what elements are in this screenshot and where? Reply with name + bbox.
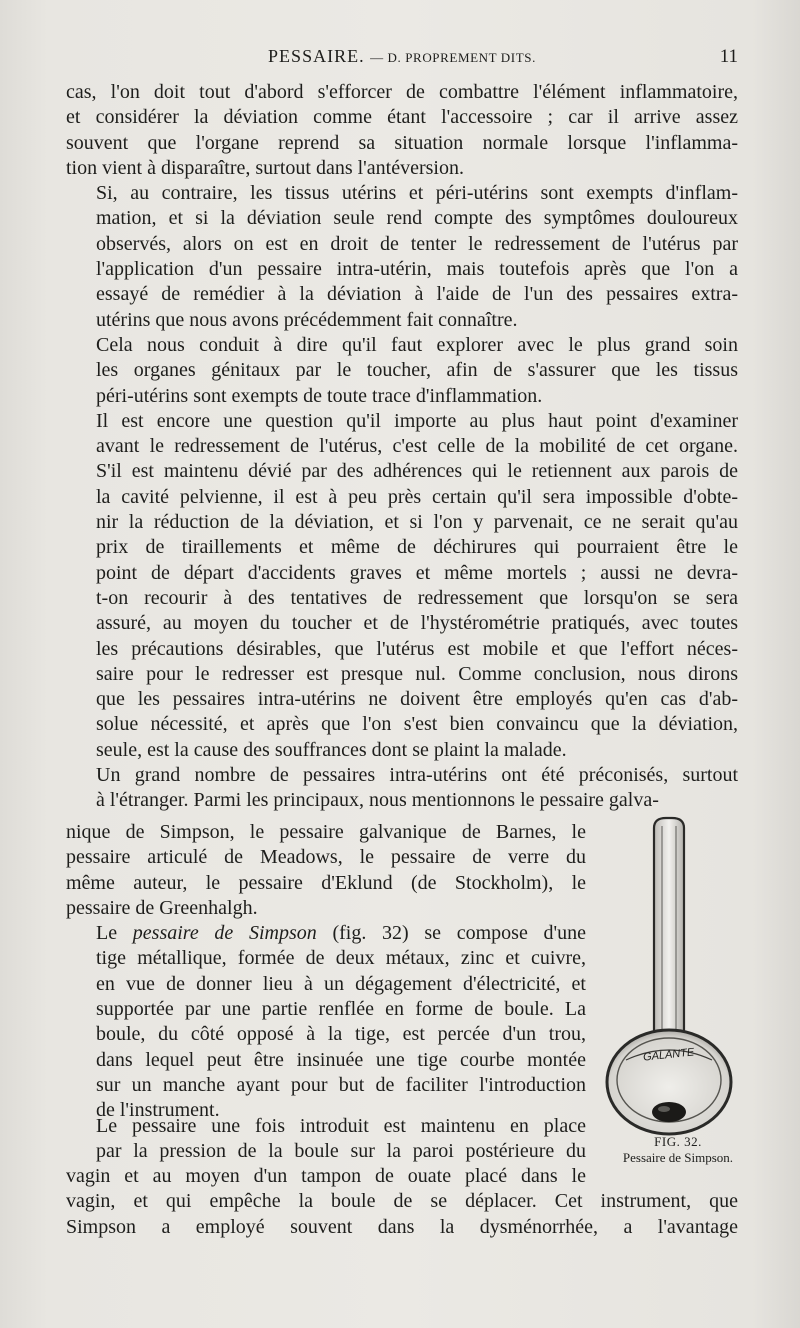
- body-text-narrow: [66, 820, 586, 1124]
- figure-title: Pessaire de Simpson.: [622, 1150, 734, 1165]
- text-line: observés, alors on est en droit de tenter le redressement de l'utérus par: [96, 232, 738, 255]
- paragraph: [66, 921, 586, 1123]
- paragraph: [66, 181, 738, 333]
- text-line: de l'instrument.: [96, 1099, 220, 1122]
- text-line: saire pour le redresser est presque nul. Comme conclusion, nous dirons: [96, 662, 738, 685]
- text-line: assuré, au moyen du toucher et de l'hystérométrie pratiqués, avec toutes: [96, 612, 738, 635]
- text-line: mation, et si la déviation seule rend compte des symptômes douloureux: [96, 207, 738, 230]
- italic-term: pessaire de Simpson: [132, 922, 317, 945]
- paragraph: [66, 409, 738, 763]
- figure-number: FIG. 32.: [654, 1134, 702, 1149]
- text-line: Le pessaire de Simpson (fig. 32) se compose d'une: [96, 922, 587, 945]
- text-line: les précautions désirables, que l'utérus est mobile et que l'effort néces-: [96, 637, 738, 660]
- text-line: tion vient à disparaître, surtout dans l'antéversion.: [66, 156, 464, 179]
- text-line: Le pessaire une fois introduit est maintenu en place: [96, 1115, 586, 1137]
- text-line: sur un manche ayant pour but de faciliter l'introduction: [96, 1073, 586, 1096]
- text-line: utérins que nous avons précédemment fait connaître.: [96, 308, 518, 331]
- body-text-top: [66, 80, 738, 814]
- text-line: prix de tiraillements et même de déchirures qui pourraient être le: [96, 536, 738, 559]
- text-line: et considérer la déviation comme étant l'accessoire ; car il arrive assez: [66, 106, 738, 129]
- paragraph: [66, 333, 738, 409]
- text-line: péri-utérins sont exempts de toute trace d'inflammation.: [96, 384, 543, 407]
- text-line: pessaire articulé de Meadows, le pessaire de verre du: [66, 846, 586, 869]
- text-line: par la pression de la boule sur la paroi postérieure du: [96, 1140, 586, 1163]
- text-line: vagin, et qui empêche la boule de se déplacer. Cet instrument, que: [66, 1190, 738, 1213]
- text-line: essayé de remédier à la déviation à l'aide de l'un des pessaires extra-: [96, 283, 738, 306]
- text-line: nique de Simpson, le pessaire galvanique de Barnes, le: [66, 821, 586, 843]
- running-title-main: PESSAIRE.: [268, 46, 365, 66]
- text-line: que les pessaires intra-utérins ne doivent être employés qu'en cas d'ab-: [96, 688, 738, 711]
- text-line: Simpson a employé souvent dans la dysménorrhée, a l'avantage: [66, 1215, 738, 1238]
- text-line: cas, l'on doit tout d'abord s'efforcer de combattre l'élément inflammatoire,: [66, 81, 738, 103]
- text-line: pessaire de Greenhalgh.: [66, 896, 258, 919]
- text-line: tige métallique, formée de deux métaux, zinc et cuivre,: [96, 947, 586, 970]
- text-line: point de départ d'accidents graves et même mortels ; aussi ne devra-: [96, 561, 738, 584]
- paragraph: [66, 1164, 738, 1240]
- text-line: boule, du côté opposé à la tige, est percée d'un trou,: [96, 1023, 586, 1046]
- text-line: Il est encore une question qu'il importe au plus haut point d'examiner: [96, 409, 738, 432]
- text-line: solue nécessité, et après que l'on s'est bien convaincu que la déviation,: [96, 713, 738, 736]
- figure-caption: [590, 1134, 766, 1166]
- text-line: dans lequel peut être insinuée une tige courbe montée: [96, 1048, 586, 1071]
- running-header: [66, 46, 738, 70]
- simpson-pessary-illustration: [596, 812, 746, 1152]
- text-line: nir la réduction de la déviation, et si l'on y parvenait, ce ne serait qu'au: [96, 511, 738, 534]
- text-line: seule, est la cause des souffrances dont se plaint la malade.: [96, 738, 567, 761]
- text-line: l'application d'un pessaire intra-utérin, mais toutefois après que l'on a: [96, 258, 738, 281]
- text-line: S'il est maintenu dévié par des adhérences qui le retiennent aux parois de: [96, 460, 738, 483]
- text-line: vagin et au moyen d'un tampon de ouate placé dans le: [66, 1165, 586, 1187]
- engraved-label: GALANTE: [642, 1046, 695, 1064]
- text-line: Cela nous conduit à dire qu'il faut explorer avec le plus grand soin: [96, 333, 738, 356]
- text-line: en vue de donner lieu à un dégagement d'électricité, et: [96, 972, 586, 995]
- text-line: t-on recourir à des tentatives de redressement que lorsqu'on se sera: [96, 586, 738, 609]
- running-title-sub: — D. PROPREMENT DITS.: [370, 50, 536, 65]
- text-line: à l'étranger. Parmi les principaux, nous mentionnons le pessaire galva-: [96, 789, 659, 812]
- body-text-bottom: [66, 1164, 738, 1240]
- text-line: souvent que l'organe reprend sa situation normale lorsque l'inflamma-: [66, 131, 738, 154]
- paragraph: [66, 1114, 586, 1165]
- text-line: la cavité pelvienne, il est à peu près certain qu'il sera impossible d'obte-: [96, 485, 738, 508]
- text-line: avant le redressement de l'utérus, c'est celle de la mobilité de cet organe.: [96, 435, 738, 458]
- page-number: 11: [719, 46, 738, 67]
- text-line: même auteur, le pessaire d'Eklund (de Stockholm), le: [66, 871, 586, 894]
- running-title: [66, 46, 738, 67]
- paragraph: [66, 80, 738, 181]
- text-line: supportée par une partie renflée en forme de boule. La: [96, 998, 586, 1021]
- paragraph: [66, 763, 738, 814]
- body-text-narrow-2: [66, 1114, 586, 1165]
- text-line: Si, au contraire, les tissus utérins et péri-utérins sont exempts d'inflam-: [96, 182, 738, 205]
- text-line: Un grand nombre de pessaires intra-utérins ont été préconisés, surtout: [96, 764, 738, 787]
- text-line: les organes génitaux par le toucher, afin de s'assurer que les tissus: [96, 359, 738, 382]
- paragraph: [66, 820, 586, 921]
